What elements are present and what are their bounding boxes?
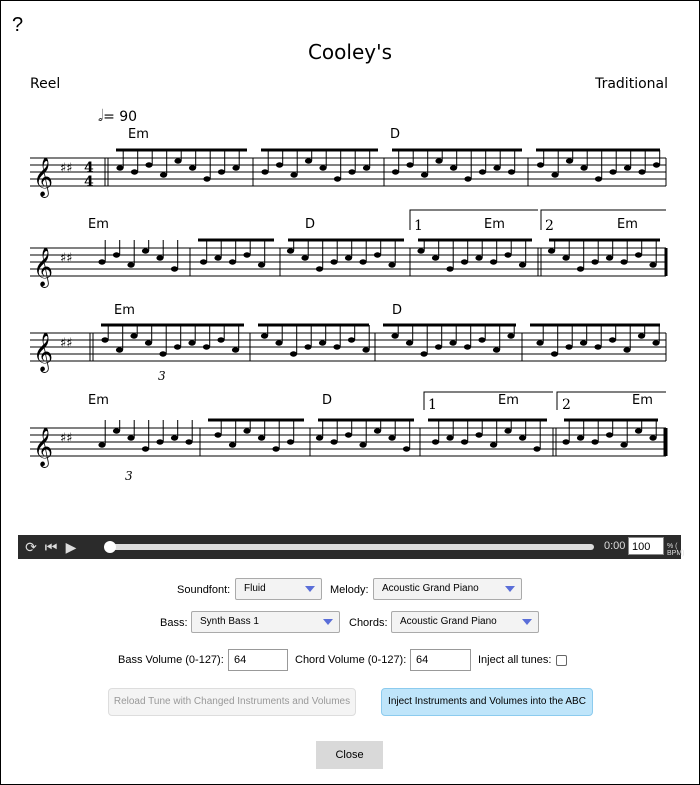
notehead [287,439,294,444]
notehead [359,442,366,447]
notehead [577,435,584,440]
notehead [464,176,471,181]
tempo-percent-input[interactable]: 100 [628,537,664,555]
loop-icon[interactable]: ⟳ [25,539,37,555]
notehead [98,442,105,447]
chord-label: Em [498,393,519,408]
notehead [537,162,544,167]
notehead [160,172,167,177]
key-signature-icon: ♯♯ [60,251,73,266]
chord-label: Em [632,393,653,408]
notehead [446,435,453,440]
notehead [478,337,485,342]
notehead [519,262,526,267]
notehead [475,255,482,260]
notehead [421,172,428,177]
notehead [490,259,497,264]
chord-volume-label: Chord Volume (0-127): [295,654,407,666]
key-signature-icon: ♯♯ [60,161,73,176]
notehead [479,169,486,174]
bass-volume-input[interactable]: 64 [228,649,288,671]
notehead [638,333,645,338]
notehead [319,340,326,345]
notehead [142,248,149,253]
notehead [203,176,210,181]
notehead [580,165,587,170]
melody-label: Melody: [330,584,369,596]
triplet-mark: 3 [158,369,166,383]
notehead [432,439,439,444]
notehead [243,428,250,433]
key-signature-icon: ♯♯ [60,431,73,446]
notehead [450,165,457,170]
notehead [594,344,601,349]
notehead [287,248,294,253]
notehead [319,165,326,170]
notehead [130,333,137,338]
play-icon[interactable]: ▶ [65,539,77,555]
chord-label: Em [114,303,135,318]
notehead [330,439,337,444]
inject-instruments-button[interactable]: Inject Instruments and Volumes into the ABC [381,688,593,716]
notehead [591,259,598,264]
notehead [461,259,468,264]
notehead [243,252,250,257]
notehead [290,351,297,356]
melody-value: Acoustic Grand Piano [382,583,479,594]
soundfont-value: Fluid [244,583,266,594]
notehead [345,432,352,437]
notehead [551,172,558,177]
tune-rhythm: Reel [30,76,61,92]
notehead [432,255,439,260]
notehead [508,169,515,174]
notehead [214,432,221,437]
notehead [620,442,627,447]
notehead [142,446,149,451]
notehead [171,435,178,440]
chord-label: Em [88,217,109,232]
triplet-mark: 3 [125,469,133,483]
notehead [449,340,456,345]
notehead [113,252,120,257]
audio-player [18,535,685,559]
notehead [214,255,221,260]
time-signature-icon: 4 [84,160,94,176]
melody-select[interactable] [373,578,522,600]
notehead [359,259,366,264]
notehead [653,162,660,167]
notehead [272,446,279,451]
notehead [446,266,453,271]
tempo-text: = 90 [103,109,138,125]
notehead [391,333,398,338]
notehead [116,347,123,352]
progress-knob[interactable] [104,541,116,553]
notehead [261,333,268,338]
notehead [388,435,395,440]
notehead [519,435,526,440]
notehead [493,347,500,352]
ending-number: 1 [414,218,423,234]
soundfont-select[interactable] [235,578,322,600]
notehead [116,165,123,170]
notehead [580,340,587,345]
notehead [504,252,511,257]
notehead [609,169,616,174]
chevron-down-icon [305,586,315,592]
notehead [348,337,355,342]
notehead [362,347,369,352]
notehead [127,435,134,440]
treble-clef-icon: 𝄞 [33,332,54,372]
notehead [261,169,268,174]
notehead [200,259,207,264]
notehead [595,176,602,181]
notehead [145,340,152,345]
chord-label: Em [88,393,109,408]
notehead [504,428,511,433]
chevron-down-icon [522,619,532,625]
chord-label: D [392,303,403,318]
ending-number: 1 [428,397,437,413]
chord-label: D [390,127,401,142]
inject-all-label: Inject all tunes: [478,654,552,666]
chevron-down-icon [505,586,515,592]
notehead [127,262,134,267]
chord-label: Em [128,127,149,142]
bpm-label: % ( BPM) [667,543,685,557]
help-button[interactable]: ? [12,14,24,36]
notehead [475,432,482,437]
notehead [113,428,120,433]
notehead [609,337,616,342]
notehead [189,165,196,170]
chord-label: Em [617,217,638,232]
notehead [232,165,239,170]
progress-bar[interactable] [106,544,594,550]
notehead [388,262,395,267]
half-note-icon: 𝅗𝅥 [98,106,104,125]
soundfont-label: Soundfont: [177,584,231,596]
notehead [635,252,642,257]
notehead [334,176,341,181]
notehead [348,169,355,174]
notehead [551,351,558,356]
notehead [316,266,323,271]
notehead [420,351,427,356]
notehead [533,446,540,451]
notehead [374,252,381,257]
notehead [392,169,399,174]
volta-bracket [541,210,666,230]
notehead [435,158,442,163]
notehead [606,255,613,260]
treble-clef-icon: 𝄞 [33,427,54,467]
notehead [493,165,500,170]
notehead [461,439,468,444]
notehead [185,439,192,444]
notehead [171,266,178,271]
notehead [276,162,283,167]
notehead [305,158,312,163]
notehead [333,344,340,349]
treble-clef-icon: 𝄞 [33,247,54,287]
notehead [98,259,105,264]
notehead [316,435,323,440]
notehead [536,340,543,345]
chord-label: D [322,393,333,408]
notehead [188,340,195,345]
notehead [174,344,181,349]
tune-composer: Traditional [595,76,668,92]
notehead [159,351,166,356]
notehead [232,347,239,352]
notehead [131,169,138,174]
notehead [203,344,210,349]
notehead [562,255,569,260]
chord-label: D [305,217,316,232]
notehead [638,169,645,174]
notehead [435,344,442,349]
notehead [345,255,352,260]
notehead [652,340,659,345]
notehead [591,439,598,444]
close-button[interactable]: Close [316,741,383,769]
notehead [363,165,370,170]
notehead [548,248,555,253]
notehead [217,337,224,342]
notehead [403,446,410,451]
key-signature-icon: ♯♯ [60,336,73,351]
notehead [406,162,413,167]
notehead [258,262,265,267]
notehead [229,259,236,264]
notehead [649,435,656,440]
chords-label: Chords: [349,617,388,629]
bass-volume-label: Bass Volume (0-127): [118,654,224,666]
notehead [577,266,584,271]
volta-bracket [410,210,538,230]
chord-label: Em [484,217,505,232]
notehead [275,340,282,345]
notehead [229,442,236,447]
notehead [565,344,572,349]
notehead [623,347,630,352]
volta-bracket [424,392,553,410]
playback-time: 0:00 [604,540,626,552]
notehead [624,165,631,170]
chevron-down-icon [323,619,333,625]
chords-select[interactable] [391,611,539,633]
notehead [464,344,471,349]
chords-value: Acoustic Grand Piano [400,616,497,627]
notehead [290,172,297,177]
inject-all-checkbox[interactable] [556,655,567,666]
restart-icon[interactable]: ⏮ [44,539,58,555]
notehead [156,255,163,260]
bass-value: Synth Bass 1 [200,616,259,627]
notehead [145,162,152,167]
notehead [218,169,225,174]
notehead [606,432,613,437]
notehead [156,439,163,444]
tune-title: Cooley's [307,40,393,64]
notehead [417,248,424,253]
notehead [406,340,413,345]
notehead [258,435,265,440]
notehead [562,439,569,444]
treble-clef-icon: 𝄞 [33,157,54,197]
notehead [635,428,642,433]
ending-number: 2 [562,397,571,413]
notehead [490,442,497,447]
notehead [566,158,573,163]
time-signature-icon: 4 [84,174,94,190]
notehead [304,344,311,349]
bass-label: Bass: [160,617,188,629]
notehead [649,262,656,267]
reload-tune-button[interactable]: Reload Tune with Changed Instruments and Volumes [108,688,356,716]
notehead [174,158,181,163]
chord-volume-input[interactable]: 64 [410,649,471,671]
notehead [507,333,514,338]
notehead [374,428,381,433]
notehead [301,255,308,260]
notehead [620,259,627,264]
notehead [101,337,108,342]
bass-select[interactable] [191,611,340,633]
notehead [330,259,337,264]
ending-number: 2 [545,218,554,234]
